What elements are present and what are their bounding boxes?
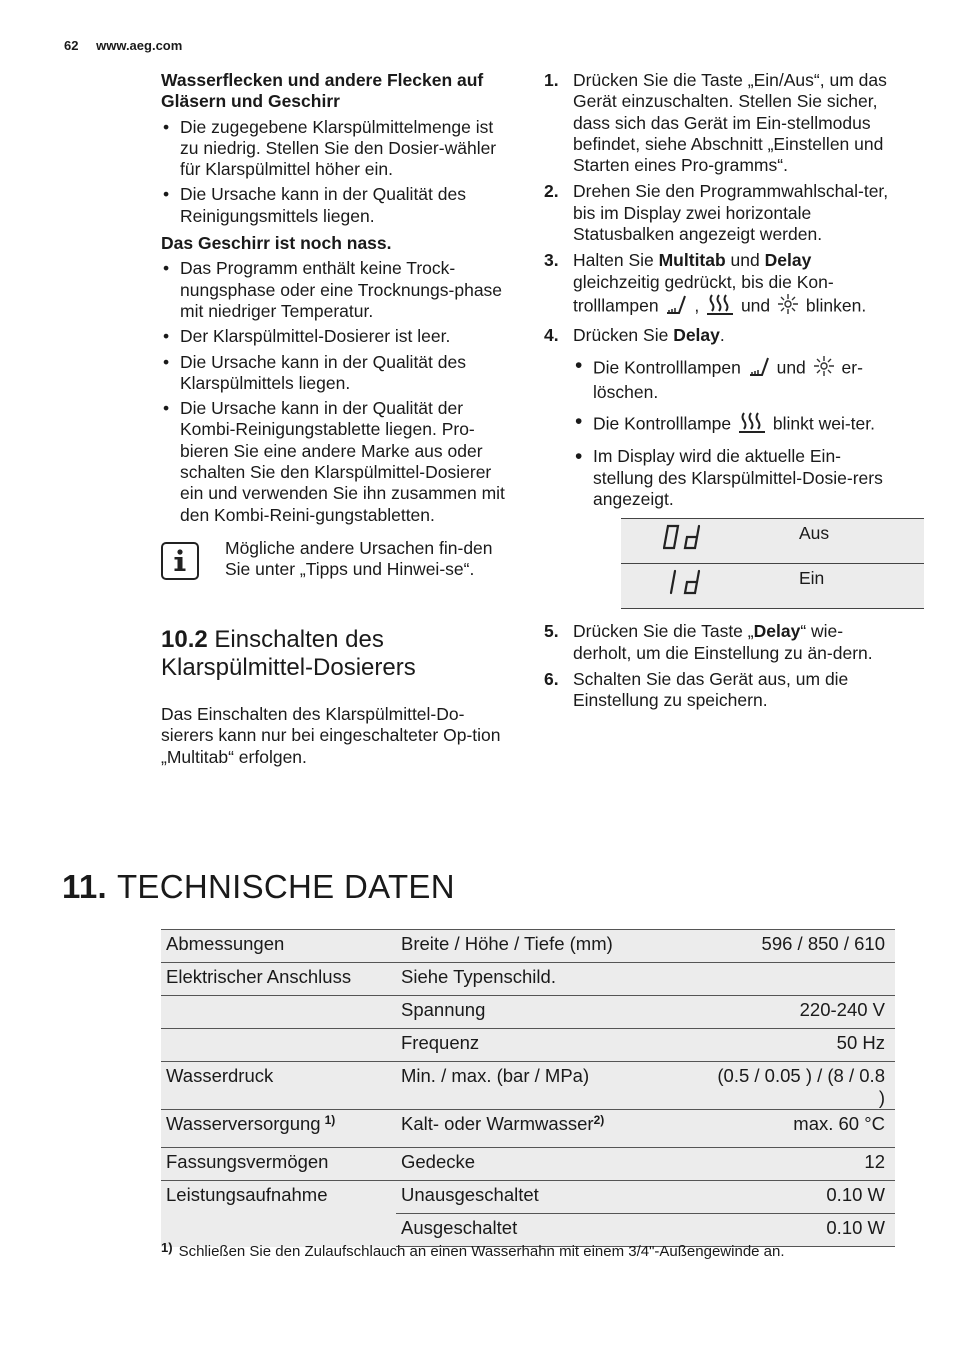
- table-cell: [161, 1029, 396, 1062]
- left-column: [161, 70, 513, 768]
- table-cell: 50 Hz: [711, 1029, 895, 1062]
- table-cell: max. 60 °C: [711, 1110, 895, 1148]
- multitab-lamp-icon: [665, 293, 687, 320]
- step-text: Halten Sie: [573, 250, 659, 271]
- display-label-off: Aus: [799, 519, 924, 564]
- water-spots-list: [161, 117, 513, 227]
- table-cell: Unausgeschaltet: [396, 1181, 711, 1214]
- section-heading-wet-dishes: Das Geschirr ist noch nass.: [161, 233, 392, 254]
- table-cell: Gedecke: [396, 1148, 711, 1181]
- delay-label: Delay: [764, 250, 812, 271]
- step-5: [544, 621, 896, 664]
- multitab-lamp-icon: [748, 355, 770, 382]
- table-cell: [711, 963, 895, 996]
- sub-text: er-löschen.: [593, 356, 863, 402]
- wet-dishes-list: [161, 258, 513, 526]
- site-url[interactable]: www.aeg.com: [96, 38, 183, 53]
- table-row: [621, 564, 924, 609]
- table-cell: Abmessungen: [161, 930, 396, 963]
- list-item: • Die Ursache kann in der Qualität des Klarspülmittels liegen.: [161, 352, 513, 395]
- footnote-text: Schließen Sie den Zulaufschlauch an einen Wasserhahn mit einem 3/4"-Außengewinde an.: [178, 1243, 785, 1260]
- step-text: Drücken Sie die Taste „: [573, 621, 754, 642]
- subsection-text: Das Einschalten des Klarspülmittel-Do-sierers kann nur bei eingeschalteter Op-tion „Multitab“ erfolgen.: [161, 703, 501, 767]
- table-cell: 0.10 W: [711, 1214, 895, 1247]
- table-cell: [396, 1110, 711, 1148]
- subsection-title: Einschalten des Klarspülmittel-Dosierers: [161, 625, 416, 681]
- table-cell: Spannung: [396, 996, 711, 1029]
- section-heading-water-spots: Wasserflecken und andere Flecken auf Gläsern und Geschirr: [161, 70, 484, 112]
- cell-text: Kalt- oder Warmwasser: [401, 1113, 594, 1134]
- step-text: Drücken Sie: [573, 325, 674, 346]
- step-2: [544, 181, 896, 245]
- right-column: [544, 70, 896, 717]
- table-cell: Siehe Typenschild.: [396, 963, 711, 996]
- delay-label: Delay: [673, 325, 720, 346]
- subsection-heading: [161, 626, 513, 682]
- sub-text: Die Kontrolllampe: [593, 413, 732, 434]
- list-item: • Im Display wird die aktuelle Ein-stellung des Klarspülmittel-Dosie-rers angezeigt.: [573, 446, 896, 510]
- table-row: [161, 1181, 895, 1214]
- table-row: [161, 963, 895, 996]
- table-cell: 220-240 V: [711, 996, 895, 1029]
- seven-seg-0d: [663, 524, 707, 550]
- seven-seg-1d: [663, 569, 707, 595]
- list-item: [573, 355, 896, 404]
- table-row: [161, 1029, 895, 1062]
- rinse-aid-lamp-icon: [813, 355, 835, 382]
- table-cell: (0.5 / 0.05 ) / (8 / 0.8 ): [711, 1062, 895, 1110]
- subsection-number: 10.2: [161, 625, 208, 653]
- step-number: 3.: [544, 250, 559, 271]
- step-text: gleichzeitig gedrückt, bis die Kon-trolllampen: [573, 271, 834, 316]
- table-cell: 12: [711, 1148, 895, 1181]
- list-item: • Die Ursache kann in der Qualität der Kombi-Reinigungstablette liegen. Pro-bieren Sie eine andere Marke aus oder schalten Sie den Klarspülmittel-Dosierer ein und verwenden Sie ihn zusammen mit den Kombi-Reini-gungstabletten.: [161, 398, 513, 526]
- page-number: 62: [64, 38, 79, 53]
- table-cell: [161, 996, 396, 1029]
- rinse-aid-lamp-icon: [777, 293, 799, 320]
- step-number: 1.: [544, 70, 559, 90]
- section-title-text: TECHNISCHE DATEN: [116, 868, 455, 905]
- table-cell: Fassungsvermögen: [161, 1148, 396, 1181]
- step-text: Drücken Sie die Taste „Ein/Aus“, um das Gerät einzuschalten. Stellen Sie sicher, dass sich das Gerät im Ein-stellmodus befindet, siehe Abschnitt „Einstellen und Starten eines Pro-gramms“.: [573, 70, 887, 176]
- footnote-ref: 2): [593, 1113, 605, 1127]
- step-4-sublist: [573, 355, 896, 511]
- drying-lamp-icon: [706, 293, 734, 320]
- display-label-on: Ein: [799, 564, 924, 609]
- table-cell: [161, 1110, 396, 1148]
- list-item: [573, 411, 896, 438]
- section-title: [62, 868, 455, 906]
- step-text: und: [725, 250, 765, 271]
- step-1: [544, 70, 896, 176]
- table-row: [161, 1110, 895, 1148]
- table-row: [161, 1062, 895, 1110]
- footnote-ref: 1): [324, 1113, 336, 1127]
- page-header: [64, 38, 182, 53]
- table-cell: Wasserdruck: [161, 1062, 396, 1110]
- table-cell: Frequenz: [396, 1029, 711, 1062]
- drying-lamp-icon: [738, 411, 766, 438]
- note-text: Mögliche andere Ursachen fin-den Sie unter „Tipps und Hinwei-se“.: [225, 537, 493, 580]
- info-icon: [161, 542, 199, 580]
- sub-text: Die Kontrolllampen: [593, 356, 741, 377]
- step-text: blinken.: [801, 295, 867, 316]
- table-cell: Elektrischer Anschluss: [161, 963, 396, 996]
- table-row: [161, 996, 895, 1029]
- step-number: 5.: [544, 621, 559, 642]
- table-cell: 0.10 W: [711, 1181, 895, 1214]
- step-4: [544, 325, 896, 609]
- table-cell: Min. / max. (bar / MPa): [396, 1062, 711, 1110]
- display-code-on: [621, 564, 799, 609]
- info-note: [161, 538, 513, 598]
- footnote: [161, 1238, 895, 1261]
- section-number: 11.: [62, 868, 107, 905]
- step-text: .: [719, 325, 725, 346]
- step-number: 4.: [544, 325, 559, 346]
- step-6: [544, 669, 896, 712]
- step-number: 6.: [544, 668, 559, 689]
- table-row: [161, 1148, 895, 1181]
- step-text: ,: [689, 295, 705, 316]
- tech-data-table: [161, 929, 895, 1247]
- display-table: [621, 518, 924, 609]
- sub-text: und: [771, 356, 811, 377]
- step-3: [544, 250, 896, 320]
- sub-text: blinkt wei-ter.: [768, 413, 875, 434]
- cell-text: Wasserversorgung: [166, 1113, 321, 1134]
- table-row: [161, 930, 895, 963]
- table-row: [621, 519, 924, 564]
- table-cell: 596 / 850 / 610: [711, 930, 895, 963]
- list-item: • Die Ursache kann in der Qualität des Reinigungsmittels liegen.: [161, 184, 513, 227]
- step-text: und: [736, 295, 776, 316]
- delay-label: Delay: [753, 621, 801, 642]
- multitab-label: Multitab: [658, 250, 726, 271]
- table-cell: Breite / Höhe / Tiefe (mm): [396, 930, 711, 963]
- step-text: Schalten Sie das Gerät aus, um die Einstellung zu speichern.: [573, 668, 849, 711]
- display-code-off: [621, 519, 799, 564]
- steps-list: [544, 70, 896, 712]
- list-item: • Das Programm enthält keine Trock-nungsphase oder eine Trocknungs-phase mit niedriger Temperatur.: [161, 258, 513, 322]
- list-item: • Die zugegebene Klarspülmittelmenge ist zu niedrig. Stellen Sie den Dosier-wähler für Klarspülmittel höher ein.: [161, 117, 513, 181]
- step-text: Drehen Sie den Programmwahlschal-ter, bis im Display zwei horizontale Statusbalken angezeigt werden.: [573, 181, 889, 245]
- step-text: “ wie-derholt, um die Einstellung zu än-dern.: [573, 621, 873, 663]
- footnote-mark: 1): [161, 1240, 173, 1255]
- step-number: 2.: [544, 181, 559, 202]
- table-cell: Ausgeschaltet: [396, 1214, 711, 1247]
- list-item: • Der Klarspülmittel-Dosierer ist leer.: [161, 326, 513, 347]
- table-cell: Leistungsaufnahme: [161, 1181, 396, 1247]
